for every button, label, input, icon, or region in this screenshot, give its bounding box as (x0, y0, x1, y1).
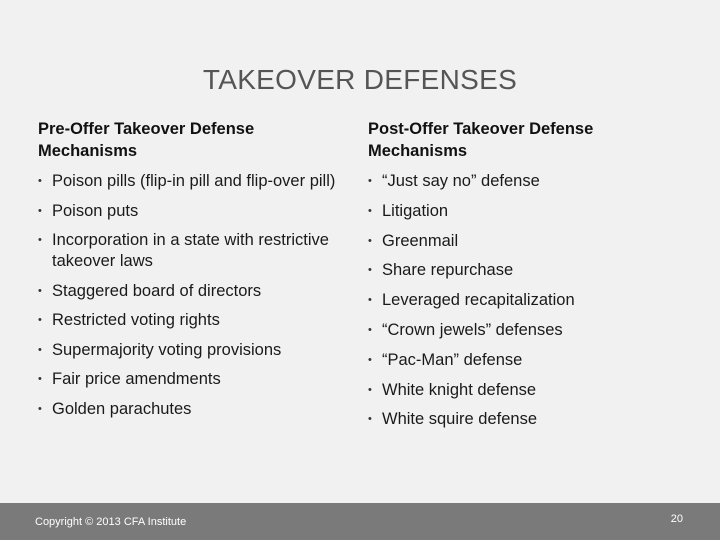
bullet-icon: • (368, 323, 372, 336)
list-item: • White squire defense (368, 410, 538, 429)
pre-offer-list (38, 171, 338, 420)
bullet-icon: • (368, 383, 372, 396)
post-offer-list (368, 171, 688, 430)
bullet-icon: • (368, 413, 372, 426)
bullet-icon: • (368, 294, 372, 307)
list-item: • Incorporation in a state with restrictive takeover laws (38, 231, 329, 270)
list-item: • Golden parachutes (38, 399, 192, 418)
bullet-icon: • (368, 234, 372, 247)
bullet-icon: • (368, 264, 372, 277)
list-item: • Poison puts (38, 201, 139, 220)
bullet-icon: • (38, 314, 42, 326)
page-number: 20 (670, 513, 683, 525)
list-item: • Fair price amendments (38, 370, 221, 388)
list-item: • Greenmail (368, 231, 459, 250)
list-item: • Staggered board of directors (38, 281, 262, 300)
slide-title: TAKEOVER DEFENSES (202, 64, 518, 95)
list-item: • “Just say no” defense (368, 172, 540, 190)
copyright-text: Copyright © 2013 CFA Institute (35, 516, 187, 528)
footer-bar (0, 503, 720, 540)
bullet-icon: • (368, 204, 372, 217)
list-item: • “Crown jewels” defenses (368, 320, 563, 339)
list-item: • Share repurchase (368, 261, 514, 280)
bullet-icon: • (38, 373, 42, 385)
post-offer-heading: Post-Offer Takeover Defense Mechanisms (368, 120, 594, 160)
list-item: • Poison pills (flip-in pill and flip-over pill) (38, 172, 336, 190)
bullet-icon: • (38, 402, 42, 415)
list-item: • Supermajority voting provisions (38, 340, 282, 359)
bullet-icon: • (368, 353, 372, 366)
bullet-icon: • (368, 175, 372, 187)
bullet-icon: • (38, 343, 42, 356)
bullet-icon: • (38, 204, 42, 217)
list-item: • White knight defense (368, 380, 537, 399)
pre-offer-column (38, 118, 338, 428)
list-item: • Leveraged recapitalization (368, 291, 575, 310)
list-item: • Restricted voting rights (38, 311, 220, 329)
list-item: • “Pac-Man” defense (368, 350, 523, 369)
bullet-icon: • (38, 234, 42, 246)
bullet-icon: • (38, 175, 42, 187)
list-item: • Litigation (368, 201, 449, 220)
post-offer-column (368, 118, 688, 439)
bullet-icon: • (38, 284, 42, 297)
pre-offer-heading: Pre-Offer Takeover Defense Mechanisms (38, 120, 255, 160)
